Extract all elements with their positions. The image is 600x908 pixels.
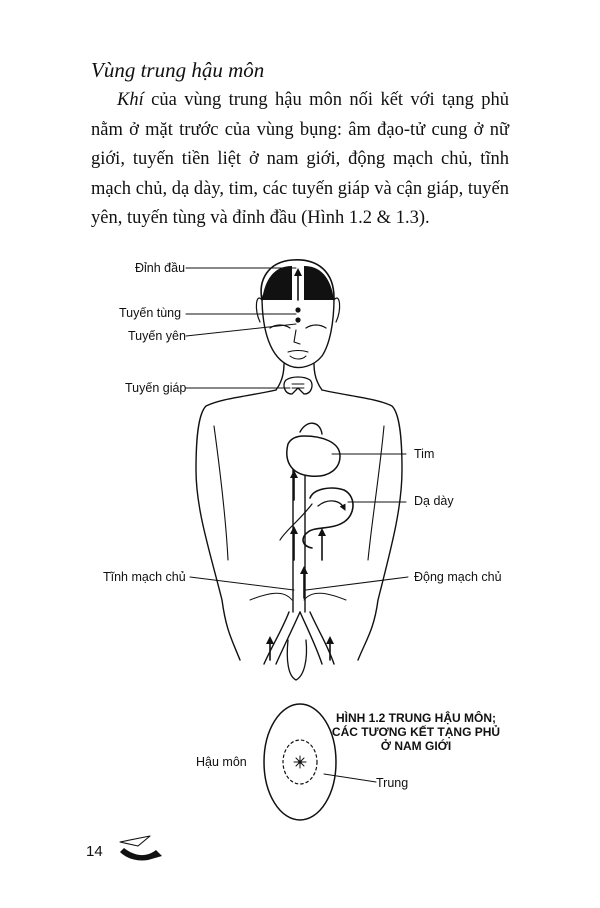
heart-shape xyxy=(287,423,340,476)
label-pituitary: Tuyến yên xyxy=(128,329,186,343)
body-outline xyxy=(196,364,402,680)
label-stomach: Dạ dày xyxy=(414,494,454,508)
footer-ornament xyxy=(120,836,162,861)
label-heart: Tim xyxy=(414,447,435,461)
figure-caption xyxy=(326,711,506,753)
label-center: Trung xyxy=(376,776,409,790)
label-vena-cava: Tĩnh mạch chủ xyxy=(103,570,186,584)
page-number: 14 xyxy=(86,843,103,860)
caption-line-3: Ở NAM GIỚI xyxy=(380,739,452,753)
label-pineal: Tuyến tùng xyxy=(119,306,182,320)
section-heading: Vùng trung hậu môn xyxy=(91,58,265,82)
paragraph-lead-term: Khí xyxy=(117,90,144,110)
thyroid-shape xyxy=(284,377,312,394)
stomach-shape xyxy=(280,488,353,548)
label-crown: Đỉnh đầu xyxy=(135,261,186,275)
caption-line-1: HÌNH 1.2 TRUNG HẬU MÔN; xyxy=(335,711,496,725)
paragraph-text: của vùng trung hậu môn nối kết với tạng phủ nằm ở mặt trước của vùng bụng: âm đạo-tử cung ở nữ giới, tuyến tiền liệt ở nam giới, động mạch chủ, tĩnh mạch chủ, dạ dày, tim, các tuyến giáp và cận giáp, tuyến yên, tuyến tùng và đỉnh đầu (Hình 1.2 & 1.3). xyxy=(91,90,509,228)
caption-line-2: CÁC TƯƠNG KẾT TẠNG PHỦ xyxy=(331,725,501,739)
label-aorta: Động mạch chủ xyxy=(414,570,502,584)
label-anus: Hậu môn xyxy=(196,755,247,769)
label-thyroid: Tuyến giáp xyxy=(125,381,187,395)
